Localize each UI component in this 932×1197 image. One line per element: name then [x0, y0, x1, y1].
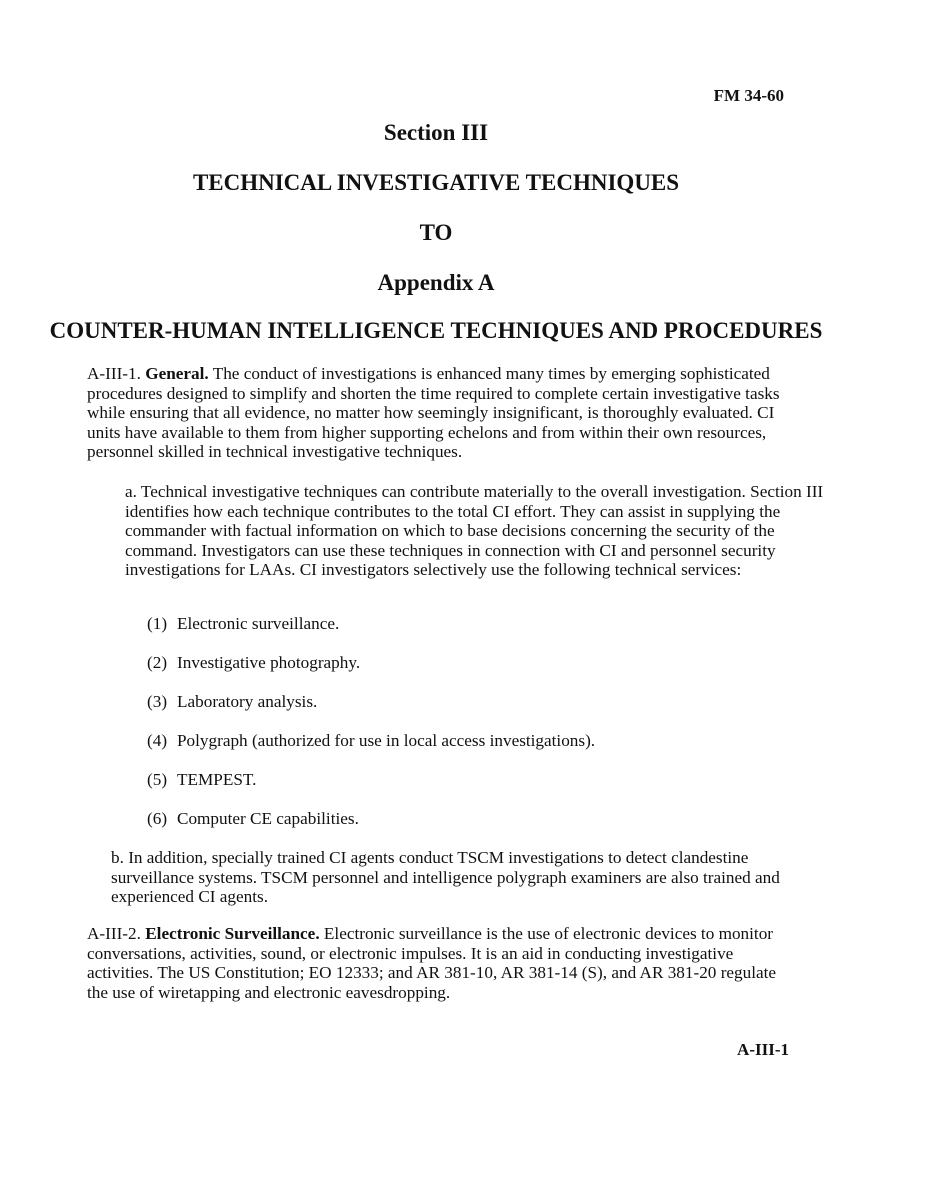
page-number: A-III-1 — [737, 1040, 789, 1059]
general-label: General. — [145, 364, 209, 383]
list-item — [147, 770, 595, 809]
item-label: Investigative photography. — [177, 653, 361, 672]
section-heading: Section III — [383, 120, 489, 145]
item-number: (5) — [147, 770, 168, 789]
paragraph-a-text: a. Technical investigative techniques can contribute materially to the overall investigation. Section III identifies how each technique contributes to the total CI effort. They can assist in supplying the commander with factual information on which to base decisions concerning the security of the command. Investigators can use these techniques in connection with CI and personnel security investigations for LAAs. CI investigators selectively use the following technical services: — [125, 482, 824, 579]
list-item — [147, 809, 595, 848]
item-number: (6) — [147, 809, 168, 828]
paragraph-b-text: b. In addition, specially trained CI agents conduct TSCM investigations to detect clandestine surveillance systems. TSCM personnel and intelligence polygraph examiners are also trained and experienced CI agents. — [111, 848, 780, 906]
electronic-number: A-III-2. — [87, 924, 141, 943]
item-number: (3) — [147, 692, 168, 711]
subject-heading: COUNTER-HUMAN INTELLIGENCE TECHNIQUES AND PROCEDURES — [49, 318, 823, 343]
item-label: Polygraph (authorized for use in local access investigations). — [177, 731, 596, 750]
item-number: (1) — [147, 614, 168, 633]
item-label: Laboratory analysis. — [177, 692, 318, 711]
paragraph-a — [87, 482, 835, 580]
list-item — [147, 614, 595, 653]
item-number: (2) — [147, 653, 168, 672]
technical-services-list — [147, 614, 595, 848]
general-text: The conduct of investigations is enhanced many times by emerging sophisticated procedures designed to simplify and shorten the time required to complete certain investigative tasks while ensuring that all evidence, no matter how seemingly insignificant, is thoroughly evaluated. CI units have available to them from higher supporting echelons and from within their own resources, personnel skilled in technical investigative techniques. — [87, 364, 780, 461]
item-label: TEMPEST. — [177, 770, 257, 789]
to-heading: TO — [419, 220, 453, 245]
list-item — [147, 731, 595, 770]
electronic-surveillance-paragraph — [87, 924, 797, 1002]
manual-code: FM 34-60 — [713, 86, 784, 105]
title-heading: TECHNICAL INVESTIGATIVE TECHNIQUES — [192, 170, 680, 195]
item-label: Computer CE capabilities. — [177, 809, 359, 828]
item-label: Electronic surveillance. — [177, 614, 340, 633]
general-number: A-III-1. — [87, 364, 141, 383]
list-item — [147, 653, 595, 692]
list-item — [147, 692, 595, 731]
electronic-text: Electronic surveillance is the use of electronic devices to monitor conversations, activities, sound, or electronic impulses. It is an aid in conducting investigative activities. The US Constitution; EO 12333; and AR 381-10, AR 381-14 (S), and AR 381-20 regulate the use of wiretapping and electronic eavesdropping. — [87, 924, 777, 1002]
appendix-heading: Appendix A — [377, 270, 495, 295]
electronic-label: Electronic Surveillance. — [145, 924, 320, 943]
paragraph-b — [87, 848, 821, 907]
item-number: (4) — [147, 731, 168, 750]
general-paragraph — [87, 364, 797, 462]
